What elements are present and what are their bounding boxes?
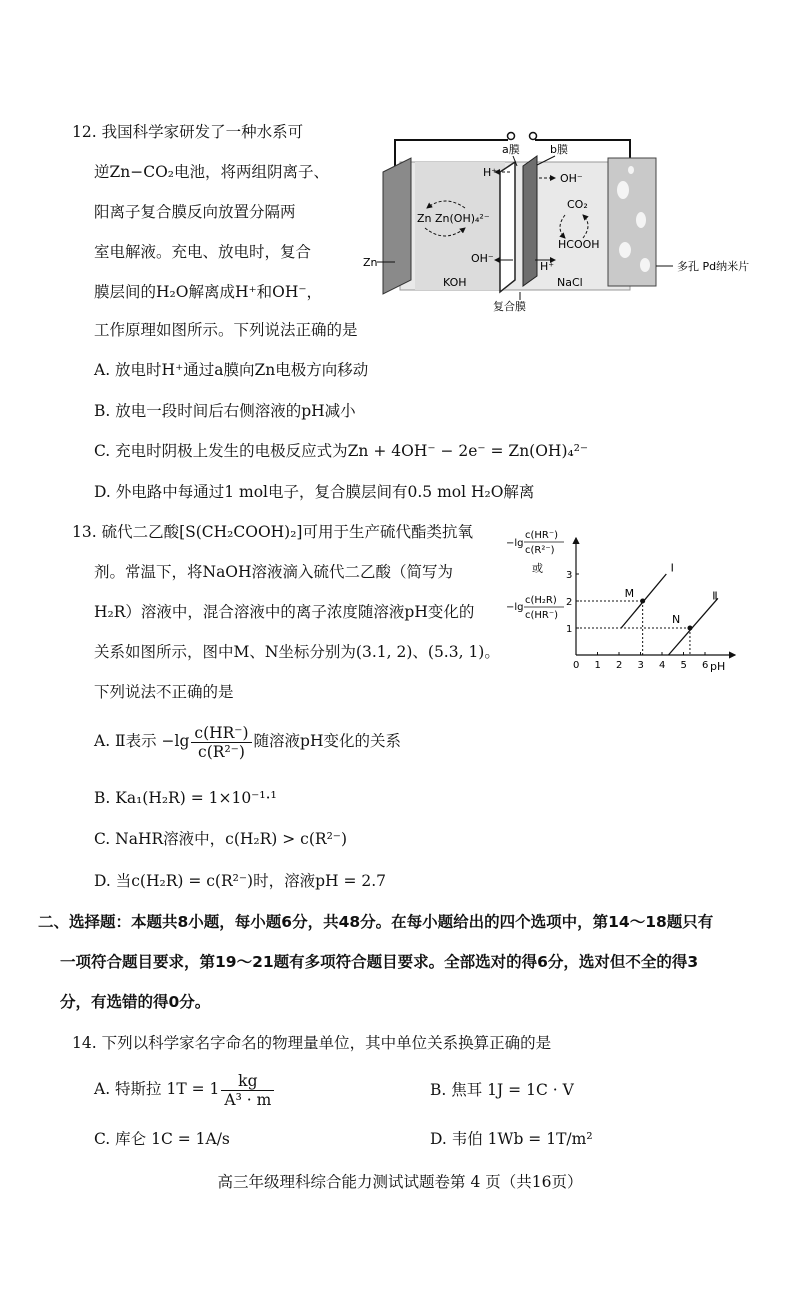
q14-option-a xyxy=(94,1070,276,1109)
x-tick-label: 0 xyxy=(573,660,580,671)
hcooh-label: HCOOH xyxy=(558,238,600,251)
x-tick-label: 1 xyxy=(594,660,601,671)
q13-line-4: 关系如图所示，图中M、N坐标分别为(3.1, 2)、(5.3, 1)。 xyxy=(94,643,500,661)
q12-option-a: A. 放电时H⁺通过a膜向Zn电极方向移动 xyxy=(94,361,369,379)
q12-cell-diagram xyxy=(355,120,765,320)
series-label-II: Ⅱ xyxy=(712,589,718,603)
nacl-label: NaCl xyxy=(557,276,583,289)
section2-line-3: 分，有选错的得0分。 xyxy=(60,993,211,1011)
x-tick-label: 4 xyxy=(659,660,666,671)
q13-line-5: 下列说法不正确的是 xyxy=(94,683,234,701)
q14-option-a-num: kg xyxy=(221,1072,274,1091)
q14-option-a-den: A³ · m xyxy=(224,1090,272,1109)
q12-line-5: 膜层间的H₂O解离成H⁺和OH⁻， xyxy=(94,283,323,301)
pd-nanosheet-label: 多孔 Pd纳米片 xyxy=(677,260,750,273)
q12-line-3: 阳离子复合膜反向放置分隔两 xyxy=(94,203,296,221)
point-label-M: M xyxy=(624,587,635,600)
ylabel-bot-num: c(H₂R) xyxy=(525,595,557,606)
a-membrane-label: a膜 xyxy=(502,143,520,156)
series-line-Ⅱ xyxy=(668,598,717,655)
oh-minus-mid: OH⁻ xyxy=(471,252,494,265)
q13-option-a-fraction xyxy=(191,724,251,761)
section2-line-1: 二、选择题：本题共8小题，每小题6分，共48分。在每小题给出的四个选项中，第14～18题只有 xyxy=(38,913,714,931)
left-chamber xyxy=(415,162,505,290)
ylabel-top-num: c(HR⁻) xyxy=(525,530,559,541)
point-M xyxy=(640,599,645,604)
h-plus-mid: H⁺ xyxy=(540,260,555,273)
q13-option-c: C. NaHR溶液中，c(H₂R) > c(R²⁻) xyxy=(94,830,348,848)
q12-option-b: B. 放电一段时间后右侧溶液的pH减小 xyxy=(94,402,356,420)
x-tick-label: 2 xyxy=(616,660,623,671)
q14-option-c: C. 库仑 1C = 1A/s xyxy=(94,1130,230,1148)
y-tick-label: 3 xyxy=(566,570,573,581)
q13-option-b: B. Ka₁(H₂R) = 1×10⁻¹·¹ xyxy=(94,789,277,807)
point-N xyxy=(687,626,692,631)
page-footer: 高三年级理科综合能力测试试题卷第 4 页（共16页） xyxy=(217,1173,583,1191)
section2-line-2: 一项符合题目要求，第19～21题有多项符合题目要求。全部选对的得6分，选对但不全的得3 xyxy=(60,953,699,971)
q14-option-d: D. 韦伯 1Wb = 1T/m² xyxy=(430,1130,593,1148)
series-label-I: Ⅰ xyxy=(670,561,674,575)
q12-line-2: 逆Zn−CO₂电池，将两组阴离子、 xyxy=(94,163,330,181)
composite-membrane-label: 复合膜 xyxy=(493,300,526,313)
q12-option-d: D. 外电路中每通过1 mol电子，复合膜层间有0.5 mol H₂O解离 xyxy=(94,483,535,501)
ylabel-bot-prefix: −lg xyxy=(506,602,524,613)
zn-electrode xyxy=(383,158,411,294)
q12-option-c: C. 充电时阴极上发生的电极反应式为Zn + 4OH⁻ − 2e⁻ = Zn(OH)₄²⁻ xyxy=(94,442,589,460)
q13-line-1: 13. 硫代二乙酸[S(CH₂COOH)₂]可用于生产硫代酯类抗氧 xyxy=(72,523,473,541)
b-membrane xyxy=(523,156,537,286)
q13-option-a-den: c(R²⁻) xyxy=(198,742,245,761)
zn-label: Zn xyxy=(363,256,378,269)
q12-line-4: 室电解液。充电、放电时，复合 xyxy=(94,243,312,261)
point-label-N: N xyxy=(671,613,681,626)
h-plus-top: H⁺ xyxy=(483,166,498,179)
q13-graph xyxy=(500,520,740,675)
x-tick-label: 5 xyxy=(680,660,687,671)
x-tick-label: 3 xyxy=(637,660,644,671)
koh-label: KOH xyxy=(443,276,467,289)
ylabel-top-prefix: −lg xyxy=(506,538,524,549)
y-tick-label: 1 xyxy=(566,624,573,635)
q14-option-b: B. 焦耳 1J = 1C · V xyxy=(430,1081,574,1099)
q13-line-3: H₂R）溶液中，混合溶液中的离子浓度随溶液pH变化的 xyxy=(94,603,475,621)
q14-option-a-fraction xyxy=(221,1072,274,1109)
left-terminal xyxy=(508,133,515,140)
q14-stem: 14. 下列以科学家名字命名的物理量单位，其中单位关系换算正确的是 xyxy=(72,1034,552,1052)
ylabel-or: 或 xyxy=(532,562,543,575)
a-membrane xyxy=(500,162,515,292)
q13-option-a-prefix: A. Ⅱ表示 −lg xyxy=(94,732,190,750)
q13-option-a-num: c(HR⁻) xyxy=(191,724,251,743)
q12-line-6: 工作原理如图所示。下列说法正确的是 xyxy=(94,321,358,339)
q13-option-d: D. 当c(H₂R) = c(R²⁻)时，溶液pH = 2.7 xyxy=(94,872,387,890)
q13-option-a xyxy=(94,722,401,761)
zn-redox-pair: Zn Zn(OH)₄²⁻ xyxy=(417,212,490,225)
q13-line-2: 剂。常温下，将NaOH溶液滴入硫代二乙酸（简写为 xyxy=(94,563,454,581)
ylabel-bot-den: c(HR⁻) xyxy=(525,610,559,621)
ylabel-top-den: c(R²⁻) xyxy=(525,545,555,556)
x-axis-label: pH xyxy=(710,660,726,673)
right-terminal xyxy=(530,133,537,140)
oh-minus-top: OH⁻ xyxy=(560,172,583,185)
co2-label: CO₂ xyxy=(567,198,588,211)
q13-option-a-suffix: 随溶液pH变化的关系 xyxy=(253,732,401,750)
y-tick-label: 2 xyxy=(566,597,573,608)
b-membrane-label: b膜 xyxy=(550,143,568,156)
q12-line-1: 12. 我国科学家研发了一种水系可 xyxy=(72,123,304,141)
x-tick-label: 6 xyxy=(702,660,709,671)
q14-option-a-prefix: A. 特斯拉 1T = 1 xyxy=(94,1080,220,1098)
